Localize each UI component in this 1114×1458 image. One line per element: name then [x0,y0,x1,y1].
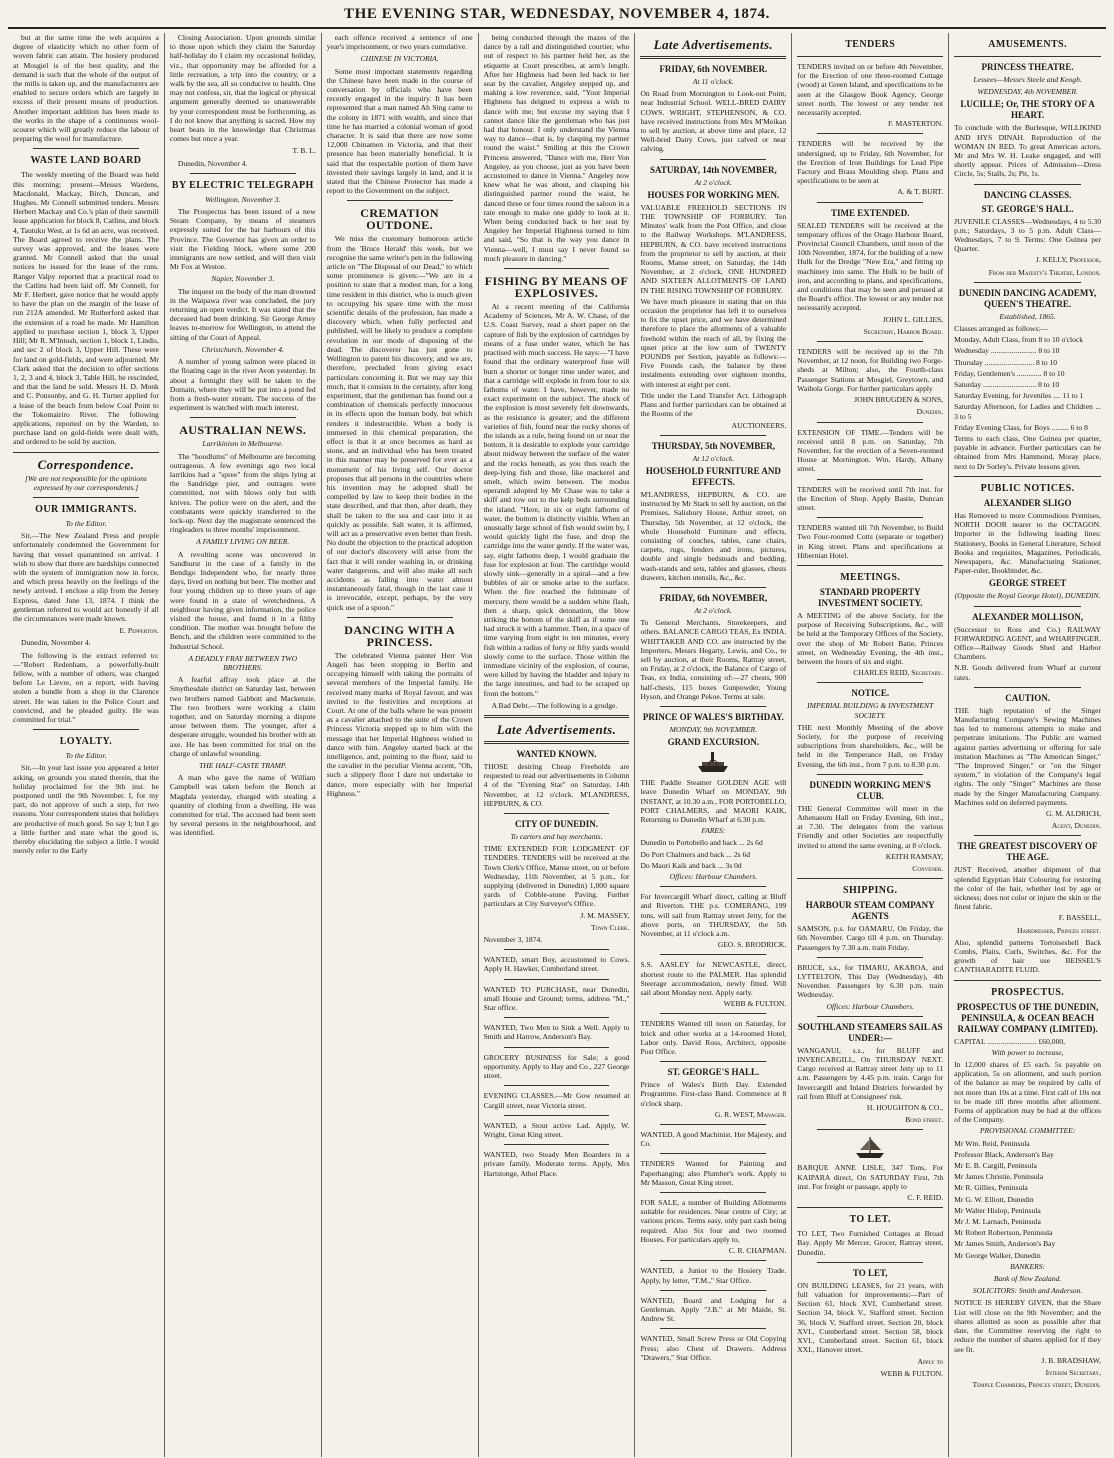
ad-dancing-classes [954,190,1101,277]
ad-title: PRINCESS THEATRE. [981,62,1074,72]
ad-signature: G. R. WEST, Manager. [714,1109,787,1119]
heading-dancing-princess: DANCING WITH A PRINCESS. [344,622,456,649]
ad-text: M'LANDRESS, HEPBURN, & CO. are instructed by Mr Stark to sell by auction, on the Premises, Salisbury House, Arthur street, on Thursday, 5th November, at 12 o'clock, the whole Household Furniture and effects, consisting of couches, tables, cane chairs, carpets, rugs, fenders and irons, pictures, double and single bedsteads and bedding, wash-stands and sets, tables and glasses, chests drawers, kitchen utensils, &c., &c. [640,489,787,582]
ad-auction-forbury [640,165,786,430]
article-text: A revolting scene was uncovered in Sandhurst in the case of a family in the Bendigo Independent who, for nearly three days, lived on nothing but beer. The mother and four young children up to three years of age were found in a state of wretchedness. A neighbour having given information, the police visited the house, and found it in a filthy condition. The mother was brought before the Bench, and the children were committed to the Industrial School. [169,549,316,651]
article-text: A Bad Debt.—The following is a grudge. [491,700,618,710]
ad-title: ST. GEORGE'S HALL. [667,1067,760,1078]
ad-heading: FRIDAY, 6th NOVEMBER. [659,64,768,74]
ad-text: TO LET, Two Furnished Cottages at Broad Bay. Apply Mr Mercer, Grocer, Rattray street, Dunedin. [797,1229,944,1257]
article-text: but at the same time the web acquires a degree of elasticity which no other form of woven fabric can attain. The hosiery produced at Mosgiel is of the best quality, and the demand is such that the whole of the output of the mills is taken up, and the manufacturers are enabled to secure orders which are largely in excess of their present means of production. Another important addition has been made to the works in the shape of a continuous wool-scourer which will greatly reduce the labour of preparing the wool for manufacture. [13,33,159,144]
ad-tender [797,485,943,513]
ad-tender [797,139,943,196]
ad-caution [954,693,1101,831]
ad-text: TENDERS Wanted till noon on Saturday, for brick and other works at a 14-roomed Hotel, Labor only. David Ross, Architect, opposite Post Office. [640,1019,787,1057]
ad-signature: C. R. CHAPMAN. [728,1246,787,1256]
ad-text: TENDERS will be received until 7th inst. for the Erection of Shop. Apply Bastie, Duncan street. [797,484,944,512]
heading-cremation-outdone: CREMATION OUTDONE. [360,206,439,233]
ad-wanted [484,985,630,1013]
ad-text: We have much pleasure in stating that on this occasion the proprietor has left it to ourselves to fix the upset price, and we have determined therefore to place the allotments of a valuable freehold within the reach of all, by fixing the upset price at the low sum of TWENTY POUNDS per Section, payable as follows:—Five Pounds cash, the balance by three instalments extending over eighteen months, with interest at eight per cent. [640,296,787,389]
ad-text: THOSE desiring Cheap Freeholds are requested to read our advertisements in Column 4 of the "Evening Star" on Saturday, 14th November, at 12 o'clock. M'LANDRESS, HEPBURN, & CO. [483,762,630,808]
class-row: Monday, Adult Class, from 8 to 10 o'clock [954,335,1084,345]
article-text: The "hoodlums" of Melbourne are becoming outrageous. A few evenings ago two local larrikins had a "spree" from the ships lying at the Sandridge pier, and outrages were committed, not with blows only but with knives. The police were on the alert, and the combatants were quickly transferred to the lock-up. Next day the magistrate sentenced the ringleaders to three months' imprisonment. [169,451,316,535]
ad-title: SOUTHLAND STEAMERS SAIL AS UNDER:— [797,1021,943,1043]
subheading: Larrikinism in Melbourne. [202,439,284,449]
ad-text: In 12,000 shares of £5 each. 5s payable on application, 5s on allotment, and such portion of the balance as may be required by calls of not more than 10s at a time. First call of 10s not to be made till three months after allotment. Forms of application may be had at the offices of the Company. [954,1060,1102,1125]
ad-tender [797,347,943,416]
article-text: Closing Association. Upon grounds similar to those upon which they claim the Saturday half-holiday do I claim my occasional holiday, viz., that opportunity may be afforded for a little recreation, a trip into the country, or a walk by the sea, all so conducive to health. One may not confess, sir, that the logical or physical argument generally deemed so unanswerable by your correspondent must be forthcoming, as I do not know that anything is sacred. How my heart beats in the knowledge that Christmas comes but once a year. [169,33,316,144]
ad-signature: J. KELLY, Professor, [1035,255,1102,265]
ad-text: THE Paddle Steamer GOLDEN AGE will leave Dunedin Wharf on MONDAY, 9th INSTANT, at 10.30 a.m., FOR PORTOBELLO, PORT CHALMERS, and MAORI KAIK, Returning to Dunedin Wharf at 6.30 p.m. [640,778,787,824]
committee-name: Mr R. Gillies, Peninsula [954,1183,1028,1193]
article-text: The inquest on the body of the man drowned in the Waipawa river was concluded, the jury returning an open verdict. It was stated that the deceased had been drinking. Sir George Arney leaves to-morrow for Wellington, to attend the sitting of the Court of Appeal. [169,286,316,342]
heading-correspondence: Correspondence. [37,456,135,472]
ad-text: SEALED TENDERS will be received at the temporary offices of the Otago Harbour Board, Provincial Council Chambers, until noon of the 10th November, 1874, for the building of a new Hulk for the Dredge "New Era," and fitting up machinery into same. The Hulk to be built of iron, and according to plans, and specifications, and conditions that may be seen and perused at the Board's office. The lowest or any tender not necessarily accepted. [797,220,944,313]
fare-row: Do Maori Kaik and back ... 3s 0d [640,860,742,870]
ad-title: HARBOUR STEAM COMPANY AGENTS [805,900,935,922]
ad-wanted [484,1091,630,1109]
ad-title: HOUSES FOR WORKING MEN. [647,189,780,200]
ad-text: (Successor to Ross and Co.) RAILWAY FORWARDING AGENT, and WHARFINGER. Office—Railway Goods Shed and Harbor Chambers. [954,624,1102,662]
ad-subheading: (Opposite the Royal George Hotel), DUNEDIN. [954,591,1101,601]
ad-signature: C. F. REID. [907,1193,944,1203]
dateline: Christchurch, November 4. [201,344,284,354]
ad-wanted [484,1121,630,1139]
ad-wanted [484,1053,630,1081]
ad-auction-teas [640,593,786,701]
ad-signature: GEO. S. BRODRICK. [717,940,787,950]
ad-signature: Bond street. [905,1115,944,1125]
letter-signature: E. Pepperton. [119,626,159,636]
ad-text: Terms to each class, One Guinea per quarter, payable in advance. Further particulars can be obtained from Mrs Hammond, Moray place, next to Dr Sorley's. Private lessons given. [954,434,1102,471]
ad-wanted [640,1334,786,1362]
ad-heading: TIME EXTENDED. [830,207,910,218]
columns [8,33,1106,1457]
heading-prospectus: PROSPECTUS. [991,986,1065,998]
ad-text: FOR SALE, a number of Building Allotments suitable for residences. Near centre of City; at various prices. Terms easy, only part cash being required. Also Six four and two roomed Houses. For particulars apply to, [640,1198,787,1244]
ad-auction-cows [640,64,786,154]
fare-row: Dunedin to Portobello and back ... 2s 6d [640,838,763,848]
ad-wanted [640,1130,786,1148]
heading-loyalty: LOYALTY. [59,736,113,748]
ad-text: N.B. Goods delivered from Wharf at current rates. [954,663,1102,682]
letter-address: To the Editor. [65,751,107,761]
ad-text: WANTED TO PURCHASE, near Dunedin, small House and Ground; terms, address "M.," Star office. [483,984,630,1013]
ad-text: Title under the Land Transfer Act. Lithograph Plans and further particulars can be obtained at the Rooms of the [640,390,787,419]
heading-our-immigrants: OUR IMMIGRANTS. [35,503,137,515]
ad-aasley [640,960,786,1008]
ad-subheading: PROVISIONAL COMMITTEE: [979,1126,1076,1136]
ad-title: NOTICE. [851,688,890,699]
ad-greatest-discovery [954,841,1101,974]
committee-name: Mr G. W. Elliott, Dunedin [954,1194,1034,1204]
ad-title: DANCING CLASSES. [983,189,1072,200]
heading-late-advertisements: Late Advertisements. [653,37,774,52]
ad-heading: THURSDAY, 5th NOVEMBER, [651,440,776,451]
committee-name: Mr James Smith, Anderson's Bay [954,1239,1056,1249]
column-7 [949,33,1106,1457]
ad-heading: SATURDAY, 14th NOVEMBER, [650,164,777,175]
ad-text: WANTED, Small Screw Press or Old Copying Press; also Chest of Drawers. Address "Drawers," Star Office. [640,1334,787,1362]
ad-tender [797,523,943,560]
subheading: A FAMILY LIVING ON BEER. [196,537,290,547]
ad-wanted-known [484,749,630,808]
ad-tenders-hotel [640,1019,786,1056]
ad-to-let [797,1268,943,1378]
ad-subheading: To carters and hay merchants. [510,832,603,842]
class-row: Friday Evening Class, for Boys ......... 6 to 8 [954,422,1088,432]
column-2 [165,33,322,1457]
class-row: Saturday Afternoon, for Ladies and Children ... 3 to 5 [954,402,1102,421]
ad-wanted [640,1266,786,1284]
ad-text: Classes arranged as follows:— [954,324,1049,334]
ad-subheading: With power to increase, [991,1047,1064,1057]
ad-auction-furniture [640,441,786,582]
ad-signature: Apply to [917,1356,944,1366]
ad-subheading: Established, 1865. [999,311,1056,321]
committee-name: Mr George Walker, Dunedin [954,1250,1041,1260]
dateline: Napier, November 3. [211,274,275,284]
ad-signature: Convener. [912,864,944,873]
ad-text: WANTED, Board and Lodging for a Gentleman. Apply "J.B." at Mr Maide, St. Andrew St. [640,1295,787,1324]
column-6 [792,33,949,1457]
ad-title: ALEXANDER SLIGO [983,497,1072,508]
ad-text: EVENING CLASSES.—Mr Gow resumed at Cargill street, near Victoria street. [483,1091,630,1110]
ad-shipping [797,1135,943,1202]
ad-subheading: At 2 o'clock. [694,177,733,187]
ad-subheading: IMPERIAL BUILDING & INVESTMENT SOCIETY. [807,701,934,720]
article-text: We miss the customary humorous article from the 'Bruce Herald' this week, but we recognise the same writer's pen in the following article on "The Disposal of our Dead," to which some prominence is given:—"We are in a position to state that a modest man, for a long time resident in this district, who is much given to occupying his spare time with the most scientific details of the profession, has made a discovery which, when fully perfected and published, will be likely to produce a complete revolution in our mode of disposing of the dead. The discoverer has just gone to Wellington to patent his discovery, and we are, therefore, precluded from giving exact particulars concerning it. But we may say this much, that it consists in the certainty, after long experiment, that the gentleman has found out a combination of chemicals perfectly innocuous in its effects upon the human body, but which renders it indestructible. When a body is immersed in this chemical preparation, the effect is that it at once becomes as hard as stone, and an individual who has been treated in this manner may be preserved for ever as a monument of his living self. Our doctor proposes that all persons in the countries where his invention may be adopted shall be compelled by law to keep their bodies in the state described, and that then, after death, they shall be taken to the sea and cast into it as quickly as possible. Salt water, it is affirmed, will act as a preservative even better than fresh. No doubt the objection to the practical adoption of our doctor's discovery will arise from the fact that it will render washing in, or drinking water dangerous, and will also make all such accidents as falling into water almost instantaneously fatal, though in the last case it is irrevocable, except, perhaps, by the very quick use of a spoon." [326,234,473,612]
ad-text: VALUABLE FREEHOLD SECTIONS IN THE TOWNSHIP OF FORBURY. Ten Minutes' walk from the Post Office, and close to the Railway Workshops. M'LANDRESS, HEPBURN, & CO. have received instructions from the proprietor to sell by auction, at their Rooms, Manse street, on Saturday, the 14th November, at 2 o'clock, ONE HUNDRED AND SIXTEEN ALLOTMENTS OF LAND IN THE RISING TOWNSHIP OF FORBURY. [640,202,787,295]
ad-text: JUVENILE CLASSES—Wednesdays, 4 to 5.30 p.m.; Saturdays, 3 to 5 p.m. Adult Class—Wednesdays, 7 to 9. Terms: One Guinea per Quarter. [954,216,1102,254]
ad-title: STANDARD PROPERTY INVESTMENT SOCIETY. [817,586,923,608]
ad-text: ON BUILDING LEASES, for 21 years, with full valuation for improvements:—Part of Section 61, block XVI, Cumberland street. Section 34, block V., Stafford street. Section 36, block V, Stafford street. Section 20, block XVI., Cumberland street. Section 58, block XVI., Cumberland street. Section 61, block XXI., Hanover street. [797,1280,944,1355]
ad-meeting [797,780,943,873]
ad-signature: Dunedin. [916,407,944,417]
heading-shipping: SHIPPING. [843,885,898,897]
column-4 [479,33,636,1457]
ad-subheading: WEDNESDAY, 4th NOVEMBER. [977,87,1078,97]
ad-title: ST. GEORGE'S HALL. [981,203,1074,214]
fares-heading: FARES: [701,826,726,836]
article-text: The Prospectus has been issued of a new Steam Company, by means of steamers expressly suited for the bar harbours of this Province. The Governor has given an order to visit the Fielding block, where some 200 immigrants are now settled, and will then visit Mr Fox at Westoe. [169,207,316,272]
ad-text: TENDERS wanted till 7th November, to Build Two Four-roomed Cotts (separate or together) in King street. Plans and specifications at Hibernian Hotel. [797,523,944,560]
ad-signature: Temple Chambers, Princes street, Dunedin. [972,1380,1102,1390]
ad-heading: PRINCE OF WALES'S BIRTHDAY. [642,711,784,722]
ad-signature: J. B. BRADSHAW, [1041,1355,1102,1365]
ad-wanted [484,955,630,973]
ad-tenders-painting [640,1159,786,1187]
ad-text: THE next Monthly Meeting of the above Society, for the purpose of receiving subscriptions from shareholders, &c., will be held in the Temperance Hall, on Friday Evening, the 6th inst., from 7 p.m. to 8.30 p.m. [797,722,944,769]
ad-signature: Secretary, Harbor Board. [863,326,944,336]
class-row: Saturday ............................ 8 to 10 [954,380,1060,390]
column-1 [8,33,165,1457]
ad-text: TENDERS will be received up to the 7th November, at 12 noon, for Building two Forge-sheds at Milton; also, the Fourth-class Passenger Stations at Mosgiel, Greytown, and Waihola Gorge. For further particulars apply [797,347,944,393]
ad-st-georges-hall [640,1067,786,1119]
ad-comerang [640,892,786,949]
ad-title: ALEXANDER MOLLISON, [972,611,1084,622]
letter-text: Sir,—The New Zealand Press and people unfortunately condemned the Government for having that vessel quarantined on arrival. I wish to show that there are hardships connected with the system of immigration now in force, and which press heavily on the feelings of the newly arrived. I enclose a slip from the Jersey Express, dated June 13, 1874. I think the gentleman referred to would act honestly if all the circumstances were made known. [13,531,159,623]
ad-text: For Invercargill Wharf direct, calling at Bluff and Riverton. THE p.s. COMERANG, 199 tons, will sail from Rattray street Jetty, for the above ports, on THURSDAY, the 5th November, at 11 o'clock a.m. [640,892,787,939]
letter-signature: T. B. L. [292,146,316,156]
committee-name: Mr James Christie, Peninsula [954,1172,1044,1182]
heading-amusements: AMUSEMENTS. [988,39,1067,50]
ad-play: LUCILLE; Or, THE STORY OF A HEART. [960,99,1095,121]
heading-fishing-explosives: FISHING BY MEANS OF EXPLOSIVES. [484,274,629,301]
ad-heading: CITY OF DUNEDIN. [514,819,599,830]
ad-wanted [484,1023,630,1041]
ad-text: TENDERS Wanted for Painting and Paperhanging; also Plumber's work. Apply to Mr Masson, Great King street. [640,1159,787,1187]
ad-text: CAPITAL .......................... £60,000, [954,1036,1066,1046]
ad-title: TO LET, [852,1267,888,1278]
ad-title: DUNEDIN DANCING ACADEMY, QUEEN'S THEATRE. [958,287,1097,309]
ad-sligo [954,498,1101,601]
heading-waste-land-board: WASTE LAND BOARD [30,155,142,167]
ad-title: HOUSEHOLD FURNITURE AND EFFECTS. [645,465,781,487]
ad-to-let [797,1229,943,1257]
ad-title: DUNEDIN WORKING MEN'S CLUB. [809,779,931,801]
ad-signature: AUCTIONEERS. [731,420,787,430]
ad-wanted [484,1150,630,1178]
ad-text: BARQUE ANNE LISLE, 347 Tons, For KAIPARA direct, On SATURDAY First, 7th inst. For freight or passage, apply to [797,1163,944,1191]
article-text: The weekly meeting of the Board was held this morning; present—Messrs Wardens, Macdonald, Mackay, Birch, Duncan, and Hughes. Mr Connell submitted tenders. Messrs Herbert Mackay and Co.'s plan of their sawmill lease application for block 8, Catlins, and block 4, Tautuku West, at 1s 6d an acre, was received. The Board agreed to receive the plans. The survey was approved, and the leases were granted. Mr Connell asked that the usual notices be issued for the lease of the runs. Ranger Valpy reported that a practical road to the Catlins had been laid off. Mr Connell, for Mr F. Herbert, gave notice that he would apply to have the plan on the margin of the lease of run 212A amended. Mr Rutherford asked that the extension of a road be made. Mr Hamilton applied to purchase section 1, block 3, Upper Hill; Mr R. M'Intosh, section 1, block 1, Lindis, and sec 2 of block 3, Upper Hill. These were for land on gold-fields, and were adjourned. Mr Clark asked that the decision to offer sections 1, 2, 3 and 4, block 3, Table Hill, be rescinded, and that the land be sold. Messrs H. D. Monk and C. Ponsonby, and G. H. Turner applied for a lease of the beach from below Coal Point to the Tokomairiro River. The following applications, reported on by the Warden, to purchase land on gold-fields were dealt with, and ordered to be sold by auction. [13,170,159,447]
ad-tender [797,428,943,474]
ad-text: TENDERS will be received by the undersigned, up to Friday, 6th November, for the Erection of Iron Buildings for Lead Pipe Factory and Brass Moulding shop. Plans and specifications to be seen at [797,139,944,186]
ad-date: November 3, 1874. [483,935,543,945]
ad-title: CAUTION. [1005,692,1050,703]
ad-signature: J. M. MASSEY, [580,910,630,920]
ad-princess-theatre [954,62,1101,179]
ad-shipping [797,963,943,1011]
ad-text: BRUCE, s.s., for TIMARU, AKAROA, and LYTTELTON, This Day (Wednesday), 4th November. Passengers by 6.30 p.m. train Wednesday. [797,962,944,1000]
class-row: Thursday .......................... 8 to 10 [954,357,1058,367]
ad-signature: H. HOUGHTON & CO., [866,1103,944,1113]
ad-signature: From her Majesty's Theatre, London. [988,267,1102,277]
ad-signature: G. M. ALDRICH, [1045,808,1102,818]
column-3 [322,33,479,1457]
ad-text: THE high reputation of the Singer Manufacturing Company's Sewing Machines has led to numerous attempts to make and perpetrate imitations. The Public are warned against parties advertising or offering for sale imitation Machines as "The American Singer," "The Improved Singer," or "on the Singer system," in violation of the Company's legal rights. The only "Singer" Machines are those made by the Singer Manufacturing Company. Machines sold on deferred payments. [954,705,1102,807]
ad-text: TENDERS invited on or before 4th November, for the Erection of one three-roomed Cottage (wood) at Green Island, and specifications to be seen at the Glasgow Book Agency, George street north. The lowest or any tender not necessarily accepted. [797,62,944,118]
ad-text: Also, splendid patterns Tortoiseshell Back Combs, Plaits, Curls, Switches, &c. For the growth of hair use BEISSEL'S CANTHARADITE FLUID. [954,937,1102,975]
letter-address: To the Editor. [65,518,107,528]
ad-meeting [797,688,943,768]
article-text: each offence received a sentence of one year's imprisonment, or two years cumulative. [326,33,473,52]
ad-dancing-academy [954,288,1101,471]
ad-title: PROSPECTUS OF THE DUNEDIN, PENINSULA, & OCEAN BEACH RAILWAY COMPANY (LIMITED). [956,1001,1099,1034]
steamer-icon [696,750,730,776]
heading-tenders: TENDERS [845,39,896,50]
heading-meetings: MEETINGS. [840,571,901,583]
committee-name: Mr E. B. Cargill, Peninsula [954,1161,1037,1171]
ad-signature: JOHN BRUGDEN & SONS, [854,395,944,405]
ad-text: WANTED, a Junior to the Hosiery Trade. Apply, by letter, "T.M.," Star Office. [640,1266,787,1285]
ad-text: WANTED, two Steady Men Boarders in a private family. Moderate terms. Apply, Mrs Hartstonge, Athol Place. [483,1150,630,1178]
ad-subheading: Bank of New Zealand. [993,1274,1062,1284]
heading-telegraph: BY ELECTRIC TELEGRAPH [171,179,314,191]
ad-signature: Town Clerk. [590,922,630,932]
ad-office: Offices: Harbour Chambers. [826,1001,914,1011]
ad-text: WANTED, a Stout active Lad. Apply, W. Wright, Great King street. [483,1120,630,1139]
heading-australian-news: AUSTRALIAN NEWS. [179,423,307,438]
committee-name: Mr Walter Hislop, Peninsula [954,1205,1041,1215]
ad-text: To General Merchants, Storekeepers, and others. BALANCE CARGO TEAS, Ex INDIA. WHITTAKER AND CO. are instructed by the Importers, Messrs Hegarty, Lewis, and Co., to sell by auction, at their Rooms, Rattray street, on Friday, at 2 o'clock, the Balance of Cargo of Teas, ex India, consisting of:—27 chests, 900 half-chests, 115 boxes Gunpowder, Young Hyson, and Orange Pekoe. Terms at sale. [640,618,787,701]
letter-text: The following is the extract referred to:—"Robert Redenham, a powerfully-built fellow, with a number of others, was charged before Le Lievre, on a report, with having stolen a bundle from a shop in the Clarence street. He was taken to the Police Court and convicted, and he pleaded guilty. He was committed for trial." [13,650,159,724]
subheading: A DEADLY FRAY BETWEEN TWO BROTHERS. [188,653,298,672]
ad-heading: FRIDAY, 6th NOVEMBER, [659,592,768,603]
ad-text: GROCERY BUSINESS for Sale; a good opportunity. Apply to Hay and Co., 227 George street. [483,1052,630,1081]
article-text: being conducted through the mazes of the dance by a tall and distinguished courtier, who out of respect to his partner held her, as the etiquette at Court prescribes, at arm's length. After her Highness had been led back to her seat by the cavalier, Angeley stepped up, and making a low reverence, said, "Your Imperial Highness has deigned to express a wish to dance with me; but excuse my saying that I cannot dance like the gentleman who has just had that honour. I only understand the Vienna way to dance—that is, by clasping my partner round the waist." Smiling at this the Crown Princess answered, "Dance with me, Herr Von Angeley, as you choose, just as you have been accustomed to dance in Vienna." Angeley now knew what he was about, and clasping his distinguished partner round the waist, he danced three or four times round the saloon in a rate enough to make one giddy to look at it. When being conducted back to her seat by Angeley her Imperial Highness turned to him and said, "So that is the way you dance in Vienna—well, I must say I never found so much pleasure in dancing." [483,33,630,263]
article-text: A number of young salmon were placed in the floating cage in the river Avon yesterday. In about a fortnight they will be taken to the Domain, where they will be put into a pond fed from a fresh-water stream. The success of the experiment is watched with much interest. [169,357,316,413]
committee-name: Mr Wm. Reid, Peninsula [954,1138,1030,1148]
ad-text: To conclude with the Burlesque, WILLIKIND AND HYS DINAH. Reproduction of the WOMAN IN RED. To great American actors, Mr and Mrs W. H. Leake engaged, and will shortly appear. Prices of Admission—Dress Circle, 5s; Stalls, 2s; Pit, 1s. [954,123,1102,179]
ad-subheading: At 11 o'clock. [692,77,734,86]
masthead-title: THE EVENING STAR, WEDNESDAY, NOVEMBER 4, 1874. [343,6,770,22]
ad-city-of-dunedin [484,819,630,944]
letter-place: Dunedin, November 4. [21,638,91,648]
masthead [8,4,1106,29]
class-row: Friday, Gentlemen's ............. 8 to 10 [954,368,1065,378]
ad-subheading: At 12 o'clock. [692,453,735,463]
ad-text: THE General Committee will meet in the Athenaeum Hall on Friday Evening, 6th inst., at 7.30. The delegates from the various Friendly and other Societies are respectfully invited to attend the same evening, at 8 o'clock. [797,803,944,850]
ad-text: NOTICE IS HEREBY GIVEN, that the Share List will close on the 9th November; and the shares allotted as soon as possible after that date, the Committee reserving the right to reduce the number of shares applied for if they see fit. [954,1298,1102,1354]
article-text: A fearful affray took place at the Smythesdale district on Saturday last, between two brothers named Gabbott and Mackenzie. The two brothers were working a claim together, and on Saturday morning a dispute arose between them. The younger, after a desperate struggle, wounded his brother with an axe. He has been committed for trial on the charge of unlawful wounding. [169,675,316,758]
ad-shipping [797,900,943,952]
ad-signature: WEBB & FULTON. [880,1368,944,1378]
class-row: Saturday Evening, for Juveniles .... 11 to 1 [954,391,1084,401]
ad-text: WANTED, A good Machinist. Her Majesty, and Co. [640,1130,787,1149]
subheading: THE HALF-CASTE TRAMP. [199,761,287,771]
ad-prospectus [954,1002,1101,1390]
ad-text: S.S. AASLEY for NEWCASTLE, direct, shortest route to the PALMER. Has splendid Steerage accommodation, newly fitted. Will sail about Monday next. Apply early. [640,960,787,998]
column-5 [635,33,792,1457]
ad-title: GRAND EXCURSION. [667,737,760,748]
ad-subheading: At 2 o'clock. [694,605,733,615]
heading-late-advertisements: Late Advertisements. [496,722,617,738]
letter-place: Dunedin, November 4. [177,158,248,168]
ad-grand-excursion [640,712,786,881]
ad-signature: JOHN L. GILLIES, [882,314,944,324]
letter-text: Sir,—In your last issue you appeared a letter asking, on grounds you stated therein, that the holiday proclaimed for the 9th inst. be postponed until the 9th November. I, for my part, do not approve of such a step, for two reasons. Your correspondent states that holidays are productive of much good. So say I; but I go a little further and state what the good is, thereby elucidating the subject a little. I would merely refer to the Early [13,763,159,856]
ad-text: TIME EXTENDED FOR LODGMENT OF TENDERS. TENDERS will be received at the Town Clerk's Office, Manse street, on or before Wednesday, 11th November, at 5 p.m., for supplying (delivered in Dunedin) 1,000 square yards of Cobble-stone Paving. Further particulars at City Surveyor's Office. [483,844,630,909]
ad-subheading: SOLICITORS: Smith and Anderson. [972,1286,1083,1296]
editor-note: [We are not responsible for the opinions expressed by our correspondents.] [24,473,147,492]
ad-text: A MEETING of the above Society, for the purpose of Receiving Subscriptions, &c., will be held at the Temporary Offices of the Society, over the shop of Mr Robert Batie, Princes street, on Wednesday Evening, the 4th inst., between the hours of six and eight. [797,610,944,666]
ad-heading: WANTED KNOWN. [516,749,597,760]
class-row: Wednesday ........................ 8 to 10 [954,346,1060,356]
ad-text: Has Removed to more Commodious Premises, NORTH DOOR nearer to the OCTAGON. Importer in the following leading lines: Stationery, Books in General Literature, School Books and requisites, Magazines, Periodicals, Newspapers, &c. Manufacturing Stationer, Paper-ruler, Bookbinder, &c. [954,510,1102,576]
article-text: A man who gave the name of William Campbell was taken before the Bench at Magdala yesterday, charged with stealing a quantity of clothing from a dwelling. He was committed for trial. The accused had been seen by several persons in the neighbourhood, and was identified. [169,773,316,838]
article-text: At a recent meeting of the California Academy of Sciences, Mr A. W. Chase, of the U.S. Coast Survey, read a short paper on the capture of fish by the explosion of cartridges by means of a fuse under water, which he has practised with much success. He says:—"I have found that the ordinary waterproof fuse will burn a shorter or longer time under water, and that a cartridge will explode in from four to six fathoms of water. I have, however, made no exact experiment on the subject. The shock of the explosion is most severely felt downwards, as the resistance is greater; and the different varieties of fish, found near the rocky shores of the islands as a rule, being found on or near the bottom, it is desirable to explode your cartridge about midway between the surface of the water and the rocks beneath, as you thus reach the deep-lying fish and those, like mackerel and smelt, which swim between. The modus operandi adopted by Mr Chase was to take a skiff and row out to the kelp beds surrounding the island. "Here, in six or eight fathoms of water, the bottom is distinctly visible. When an unusually large school of fish would swim by, I would quickly light the fuse, and drop the cartridge into the water gently. If the water was, say, eight fathoms deep, I would graduate the fuse for explosion at four. The cartridge would slowly sink—generally in a spiral—and a few bubbles of air or smoke arise to the surface. When the fire reached the fulminate of mercury, there would be a sudden white flash, then a sharp, quick detonation, the blow striking the bottom of the skiff as if some one had struck it with a hammer. Then, in a space of time varying from eight to ten minutes, every fish within a radius of forty or fifty yards would slowly come to the surface. Those within the immediate vicinity of the explosion, of course, were killed by having the bladder and injury to the large intestines, and had to be scraped up from the bottom." [483,302,630,698]
dateline: Wellington, November 3. [205,194,281,204]
ad-text: EXTENSION OF TIME.—Tenders will be received until 8 p.m. on Saturday, 7th November, for the erection of a Seven-roomed House at Mornington. Wm. Hardy, Albany street. [797,427,944,474]
heading-public-notices: PUBLIC NOTICES. [980,482,1075,494]
ad-text: WANGANUI, s.s., for BLUFF and INVERCARGILL, On THURSDAY NEXT. Cargo received at Rattray street Jetty up to 11 a.m. Passengers by 4.45 p.m. train. Cargo for Invercargill and Inland Districts forwarded by rail from Bluff at Consignees' risk. [797,1045,944,1101]
ad-meeting [797,587,943,677]
ad-office: Offices: Harbour Chambers. [669,872,758,881]
ad-signature: WEBB & FULTON. [723,999,787,1009]
article-text: The celebrated Vienna painter Herr Von Angeli has been stopping in Berlin and occupying himself with taking the portraits of several members of the Imperial family. He received many marks of Royal favour, and was invited to the festivities and receptions at Court. At one of the balls where he was present as a cavalier attached to the suite of the Crown Princess Victoria stepped up to him with the message that her Imperial Highness wished to dance with him. Angeley started back at the intelligence, and, pointing to the floor, said to the cavalier in the peculiar Vienna accent, "Oh, such a slippery floor I dare not undertake to dance, more especially with her Imperial Highness." [326,650,473,798]
subheading: CHINESE IN VICTORIA. [360,54,439,64]
ad-tender-harbour-board [797,208,943,336]
ad-signature: F. BASSELL, [1058,913,1102,923]
ad-for-sale [640,1198,786,1255]
ad-text: Prince of Wales's Birth Day. Extended Programme. First-class Band. Commence at 8 o'clock sharp. [640,1080,787,1108]
heading-to-let: TO LET. [849,1214,891,1226]
ad-subheading: BANKERS: [1010,1261,1046,1271]
committee-name: Mr J. M. Larnach, Peninsula [954,1217,1041,1227]
ad-subheading: MONDAY, 9th NOVEMBER. [669,724,758,734]
ad-shipping [797,1022,943,1125]
ad-title: THE GREATEST DISCOVERY OF THE AGE. [957,841,1098,863]
ad-text: WANTED, Two Men to Sink a Well. Apply to Smith and Harrow, Anderson's Bay. [483,1023,630,1042]
ad-subheading: Lessees—Messrs Steele and Keogh. [973,75,1082,84]
ad-signature: KEITH RAMSAY, [885,851,944,861]
ad-mollison [954,612,1101,682]
committee-name: Mr Robert Robertson, Peninsula [954,1228,1053,1238]
ad-signature: CHARLES REID, Secretary. [853,668,944,678]
ad-signature: Agent, Dunedin. [1051,821,1102,831]
ad-text: SAMSON, p.s. for OAMARU, On Friday, the 6th November. Cargo till 4 p.m. on Thursday. Passengers by 7.30 a.m. train Friday. [797,924,944,952]
ad-text: On Road from Mornington to Look-out Point, near Industrial School. WELL-BRED DAIRY COWS. WRIGHT, STEPHENSON, & CO. have received instructions from Mrs M'Meikan to sell by auction, at above time and place, 12 Well-bred Dairy Cows, just calved or near calving. [640,89,787,154]
ad-text: WANTED, smart Boy, accustomed to Cows. Apply H. Hawker, Cumberland street. [483,955,630,974]
ad-signature: Interim Secretary, [1045,1367,1102,1377]
ad-signature: A. & T. BURT. [897,187,944,197]
ship-icon [853,1135,887,1161]
ad-title: GEORGE STREET [988,578,1067,589]
committee-name: Professor Black, Anderson's Bay [954,1149,1054,1159]
ad-signature: F. MASTERTON. [888,119,944,129]
ad-text: JUST Received, another shipment of that splendid Egyptian Hair Colouring for restoring the color of the hair, whether lost by age or sickness; does not color or injure the skin or the finest fabric. [954,865,1102,912]
article-text: Some most important statements regarding the Chinese have been made in the course of conversation by officials who have been recently engaged in the inquiry. It has been represented that a man named Ah Sing came to the colony in 1871 with wealth, and since that time he has married a colonial woman of good character. It is said that there are now some 12,000 Chinamen in Victoria, and that their presence has been materially beneficial. It is said that the respectable portion of them have invested their savings largely in land, and it is stated that the Chinese Protector has made a report to the Government on the subject. [326,66,473,196]
ad-tender [797,62,943,128]
ad-wanted [640,1296,786,1324]
ad-signature: Hairdresser, Princes street. [1017,925,1102,935]
fare-row: Do Port Chalmers and back ... 2s 6d [640,849,751,859]
